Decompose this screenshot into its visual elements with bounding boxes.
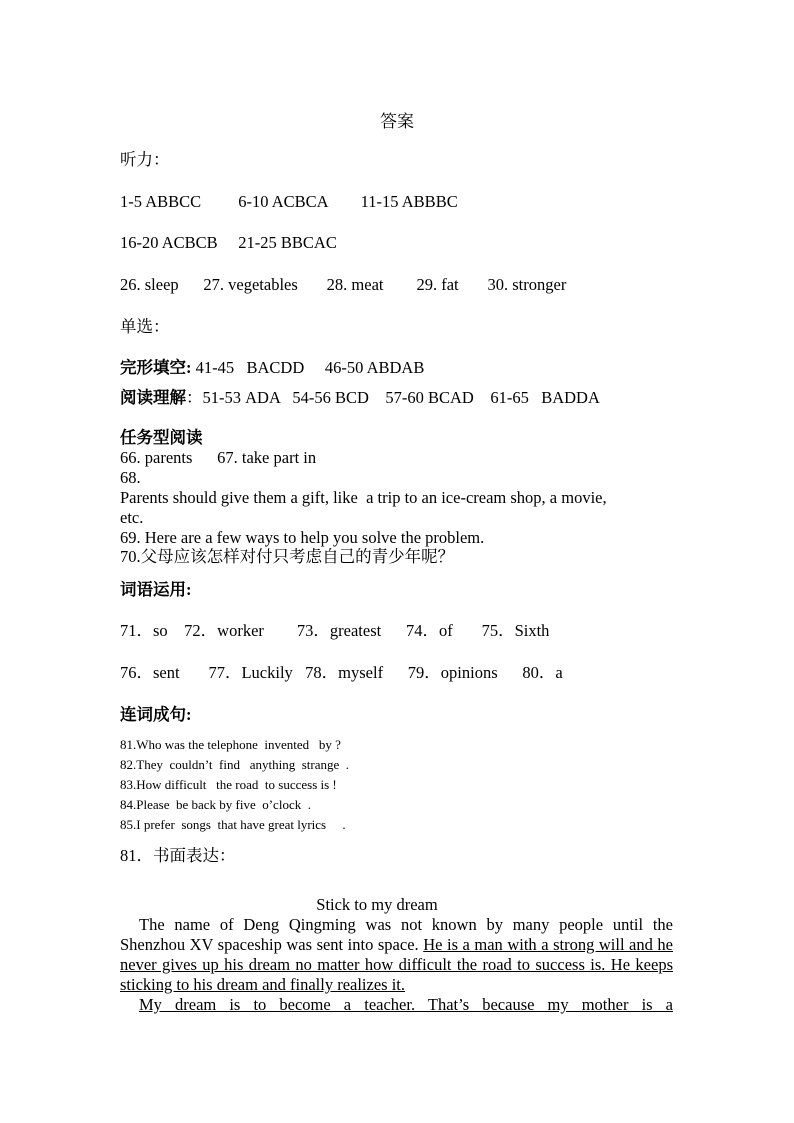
sentence-item-84: 84.Please be back by five o’clock . [120, 797, 311, 812]
task-reading-68-answer: Parents should give them a gift, like a trip to an ice-cream shop, a movie, [120, 488, 607, 507]
sentence-item-85: 85.I prefer songs that have great lyrics . [120, 817, 346, 832]
listening-heading: 听力： [120, 150, 170, 169]
listening-line-1: 1-5 ABBCC 6-10 ACBCA 11-15 ABBBC [120, 192, 458, 211]
essay-p2-underlined: My dream is to become a teacher. That’s because my mother is a [139, 995, 673, 1014]
task-reading-68-answer-cont: etc. [120, 508, 144, 527]
task-reading-70: 70.父母应该怎样对付只考虑自己的青少年呢？ [120, 547, 455, 566]
listening-line-3: 26. sleep 27. vegetables 28. meat 29. fat 30. stronger [120, 275, 567, 294]
task-reading-heading: 任务型阅读 [120, 428, 203, 447]
essay-paragraph-2 [120, 995, 673, 1015]
word-use-line-2: 76．sent 77．Luckily 78．myself 79．opinions 80．a [120, 663, 563, 682]
reading-line [120, 388, 600, 408]
task-reading-68: 68. [120, 468, 141, 487]
essay-p1-plain: The name of Deng Qingming was not known by many people until the Shenzhou XV spaceship was sent into space. [120, 915, 673, 954]
sentence-heading: 连词成句: [120, 705, 192, 724]
sentence-item-83: 83.How difficult the road to success is ! [120, 777, 337, 792]
essay-p1-underlined: He is a man with a strong will and he never gives up his dream no matter how difficult the road to success is. He keeps sticking to his dream and finally realizes it. [120, 935, 673, 994]
reading-answers: ：51-53 ADA 54-56 BCD 57-60 BCAD 61-65 BADDA [186, 388, 600, 407]
reading-label: 阅读理解 [120, 388, 186, 407]
sentence-item-82: 82.They couldn’t find anything strange . [120, 757, 350, 772]
task-reading-69: 69. Here are a few ways to help you solve the problem. [120, 528, 485, 547]
essay-title: Stick to my dream [316, 895, 438, 914]
sentence-item-81: 81.Who was the telephone invented by ? [120, 737, 341, 752]
word-use-line-1: 71．so 72．worker 73．greatest 74．of 75．Sixth [120, 621, 550, 640]
word-use-heading: 词语运用: [120, 580, 192, 599]
essay-paragraph-1 [120, 915, 673, 995]
single-choice-heading: 单选： [120, 317, 170, 336]
cloze-line [120, 358, 424, 378]
listening-line-2: 16-20 ACBCB 21-25 BBCAC [120, 233, 337, 252]
cloze-label: 完形填空: [120, 358, 192, 377]
writing-heading: 81．书面表达： [120, 846, 236, 865]
page-title: 答案 [380, 112, 414, 131]
cloze-answers: 41-45 BACDD 46-50 ABDAB [191, 358, 425, 377]
task-reading-66-67: 66. parents 67. take part in [120, 448, 317, 467]
